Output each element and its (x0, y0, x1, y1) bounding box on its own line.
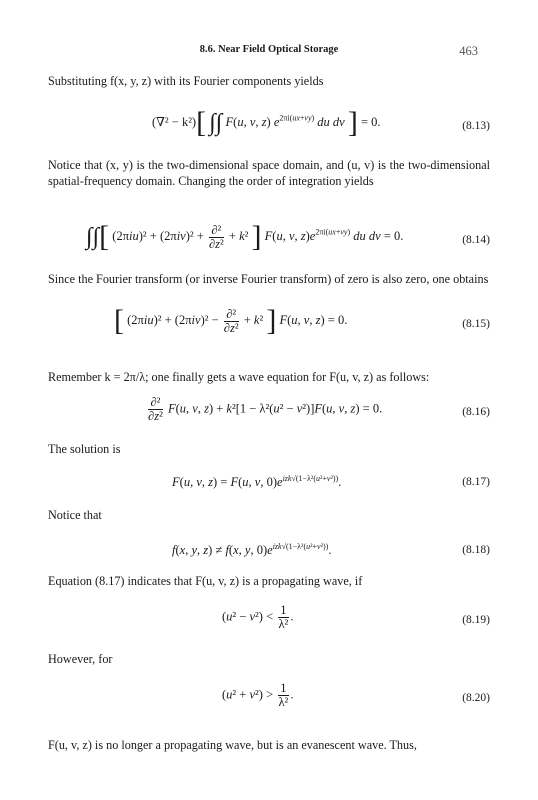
paragraph-solution: The solution is (48, 442, 121, 456)
equation-8-13 (48, 108, 490, 148)
paragraph-propagating: Equation (8.17) indicates that F(u, v, z) is a propagating wave, if (48, 574, 363, 588)
equation-8-17 (48, 468, 490, 508)
equation-number: (8.16) (462, 406, 490, 418)
equation-8-19 (48, 604, 490, 644)
running-header (0, 44, 538, 60)
equation-8-20 (48, 682, 490, 722)
equation-8-15 (48, 306, 490, 346)
paragraph-however: However, for (48, 652, 113, 666)
equation-number: (8.18) (462, 544, 490, 556)
page-number: 463 (459, 44, 478, 58)
equation-8-18 (48, 536, 490, 576)
equation-8-19-body: (u² − v²) < $\frac{1}{\text{λ²}}$ . (222, 603, 294, 631)
equation-8-13-body: (∇² − k²)[ ∫∫ F(u, v, z) $e^{2\pi i(ux+vy)}$ du dv ] = 0. (152, 106, 381, 139)
paragraph-notice-that: Notice that (48, 508, 102, 522)
equation-8-18-body: f(x, y, z) ≠ f(x, y, $0)e^{izk√(1-\lambda^2(u^2+v^2))}$. (172, 542, 332, 558)
equation-number: (8.20) (462, 692, 490, 704)
equation-8-14 (48, 222, 490, 262)
equation-8-14-body: ∫∫[ (2πiu)² + (2πiv)² + $\frac{\text{∂²}}{\text{∂z²}}$ + k² ] F(u, v, $z)e^{2\pi i(ux+vy)}$ du dv = 0. (86, 220, 404, 253)
paragraph-wave-equation: Remember k = 2π/λ; one finally gets a wave equation for F(u, v, z) as follows: (48, 370, 430, 384)
equation-8-15-body: [ (2πiu)² + (2πiv)² − $\frac{\text{∂²}}{\text{∂z²}}$ + k² ] F(u, v, z) = 0. (114, 304, 348, 337)
equation-number: (8.13) (462, 120, 490, 132)
paragraph-notice-domains: Notice that (x, y) is the two-dimensional space domain, and (u, v) is the two-dimensional spatial-frequency domain. Changing the order of integration yields (48, 158, 490, 188)
equation-8-20-body: (u² + v²) > $\frac{1}{\text{λ²}}$ . (222, 681, 294, 709)
paragraph-fourier-zero: Since the Fourier transform (or inverse Fourier transform) of zero is also zero, one obtains (48, 272, 489, 286)
equation-number: (8.14) (462, 234, 490, 246)
equation-8-16-body: $\frac{\text{∂²}}{\text{∂z²}}$ F(u, v, z) + k²[1 − λ²(u² − v²)]F(u, v, z) = 0. (148, 395, 383, 423)
equation-8-17-body: F(u, v, z) = F(u, v, $0)e^{izk√(1-\lambda^2(u^2+v^2))}$. (172, 474, 342, 490)
running-title: 8.6. Near Field Optical Storage (199, 44, 339, 55)
paragraph-substituting: Substituting f(x, y, z) with its Fourier components yields (48, 74, 324, 88)
equation-number: (8.15) (462, 318, 490, 330)
equation-number: (8.17) (462, 476, 490, 488)
equation-number: (8.19) (462, 614, 490, 626)
equation-8-16 (48, 396, 490, 436)
paragraph-evanescent: F(u, v, z) is no longer a propagating wave, but is an evanescent wave. Thus, (48, 738, 417, 752)
